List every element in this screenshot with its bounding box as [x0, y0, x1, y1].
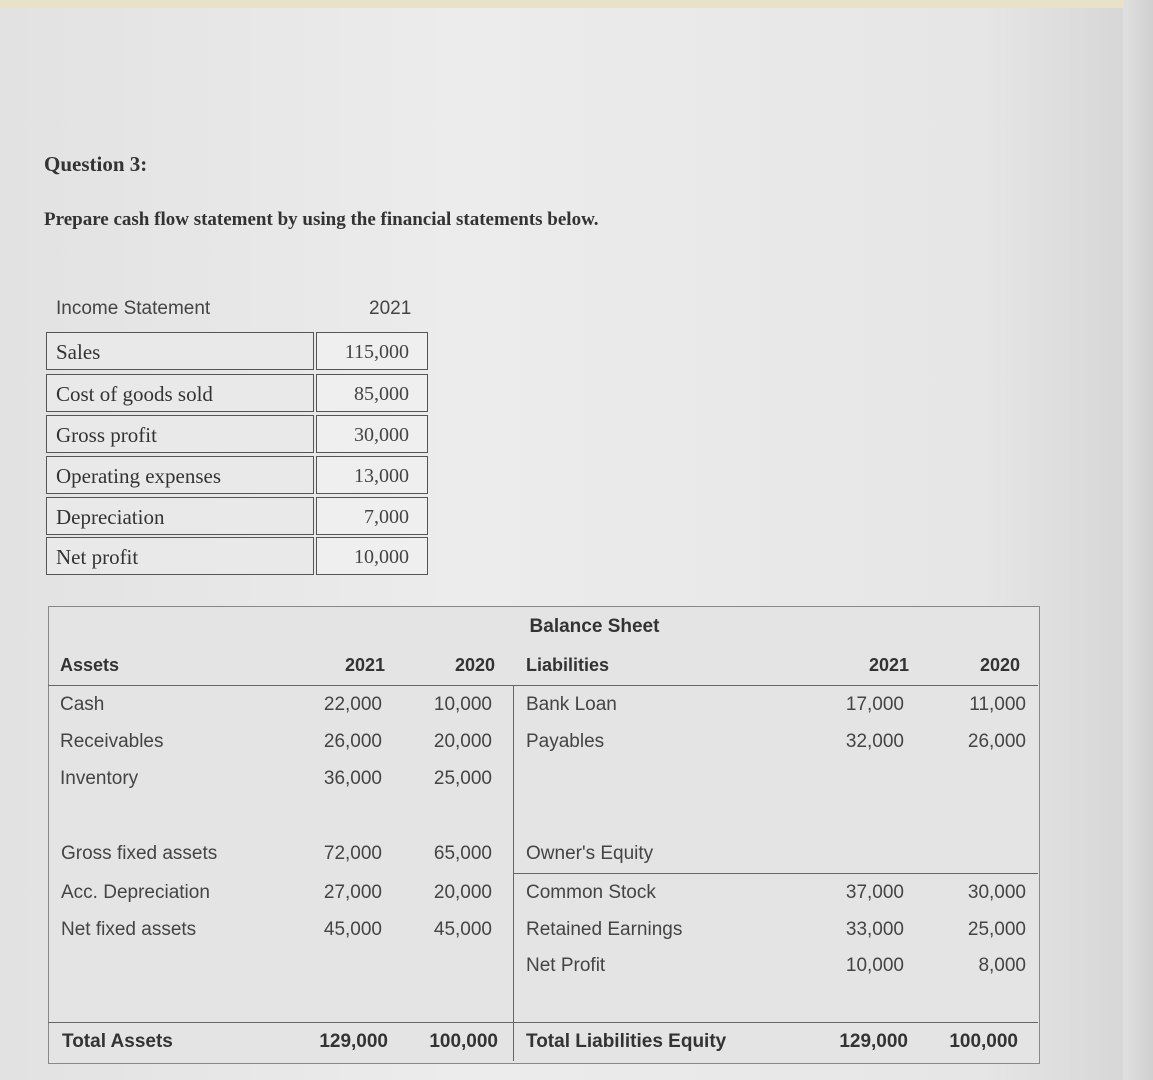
question-title: Question 3: [44, 152, 148, 176]
liability-label: Payables [526, 731, 605, 752]
equity-value-2021: 37,000 [845, 882, 904, 903]
asset-value-2020: 25,000 [433, 768, 492, 789]
asset-value-2021: 36,000 [323, 768, 382, 789]
income-row [46, 537, 428, 577]
asset-value-2020: 20,000 [433, 882, 492, 903]
income-row-label: Depreciation [46, 497, 314, 535]
equity-value-2020: 8,000 [978, 955, 1026, 976]
income-row-label: Sales [46, 332, 314, 370]
liabilities-header: Liabilities [526, 655, 610, 675]
income-row-value: 85,000 [316, 374, 428, 412]
asset-value-2020: 65,000 [433, 843, 492, 864]
question-text: Prepare cash flow statement by using the financial statements below. [44, 209, 599, 230]
asset-value-2021: 26,000 [323, 731, 382, 752]
total-liabilities-2020: 100,000 [949, 1031, 1018, 1052]
total-liabilities-label: Total Liabilities Equity [526, 1031, 727, 1052]
equity-value-2020: 30,000 [967, 882, 1026, 903]
liabilities-year-2021: 2021 [869, 655, 910, 675]
asset-label: Cash [60, 694, 105, 715]
income-row-value: 7,000 [316, 497, 428, 535]
income-row [46, 374, 428, 414]
liabilities-year-2020: 2020 [980, 655, 1021, 675]
equity-header: Owner's Equity [526, 843, 654, 864]
liability-label: Bank Loan [526, 694, 617, 715]
assets-year-2021: 2021 [345, 655, 386, 675]
income-row-label: Net profit [46, 537, 314, 575]
equity-divider [514, 873, 1038, 874]
asset-label: Inventory [60, 768, 139, 789]
total-assets-2020: 100,000 [429, 1031, 498, 1052]
asset-value-2020: 45,000 [433, 919, 492, 940]
income-statement-year: 2021 [369, 298, 412, 319]
liability-value-2021: 32,000 [845, 731, 904, 752]
asset-value-2021: 27,000 [323, 882, 382, 903]
income-row [46, 332, 428, 372]
asset-label: Acc. Depreciation [61, 882, 210, 903]
asset-label: Net fixed assets [61, 919, 197, 940]
balance-sheet-title: Balance Sheet [529, 616, 660, 637]
liability-value-2020: 11,000 [969, 694, 1026, 715]
asset-value-2020: 10,000 [433, 694, 492, 715]
income-row-value: 115,000 [316, 332, 428, 370]
asset-value-2021: 22,000 [323, 694, 382, 715]
income-row-value: 30,000 [316, 415, 428, 453]
top-band [0, 0, 1153, 8]
income-row-label: Cost of goods sold [46, 374, 314, 412]
asset-label: Gross fixed assets [61, 843, 218, 864]
assets-year-2020: 2020 [455, 655, 496, 675]
liability-value-2020: 26,000 [967, 731, 1026, 752]
income-row [46, 415, 428, 455]
total-assets-label: Total Assets [62, 1031, 173, 1052]
totals-divider [48, 1022, 1038, 1023]
income-row [46, 497, 428, 537]
equity-value-2021: 10,000 [845, 955, 904, 976]
equity-label: Common Stock [526, 882, 656, 903]
income-row [46, 456, 428, 496]
income-row-value: 13,000 [316, 456, 428, 494]
asset-value-2021: 72,000 [323, 843, 382, 864]
income-statement-title: Income Statement [56, 298, 211, 319]
liability-value-2021: 17,000 [845, 694, 904, 715]
header-divider [48, 685, 1038, 686]
asset-label: Receivables [60, 731, 164, 752]
equity-value-2021: 33,000 [845, 919, 904, 940]
total-assets-2021: 129,000 [319, 1031, 388, 1052]
income-row-label: Operating expenses [46, 456, 314, 494]
equity-value-2020: 25,000 [967, 919, 1026, 940]
asset-value-2020: 20,000 [433, 731, 492, 752]
equity-label: Net Profit [526, 955, 606, 976]
asset-value-2021: 45,000 [323, 919, 382, 940]
right-edge [1123, 0, 1153, 1080]
income-row-label: Gross profit [46, 415, 314, 453]
income-row-value: 10,000 [316, 537, 428, 575]
total-liabilities-2021: 129,000 [839, 1031, 908, 1052]
equity-label: Retained Earnings [526, 919, 683, 940]
assets-header: Assets [60, 655, 120, 675]
